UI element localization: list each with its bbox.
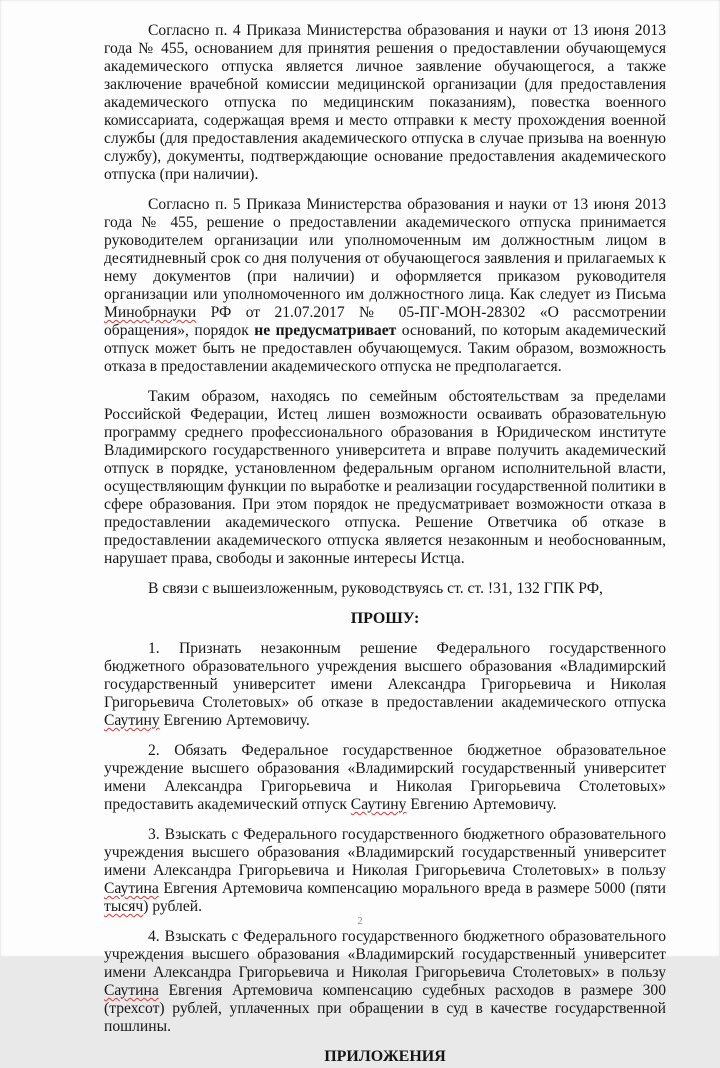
text-run: Таким образом, находясь по семейным обстоятельствам за пределами Российской Федерации, Истец лишен возможности осваивать образовательную программу среднего профессионального образования в Юридическом институте Владимирского государственного университета и вправе получить академический отпуск в порядке, установленном федеральным органом исполнительной власти, осуществляющим функции по выработке и реализации государственной политики в сфере образования. При этом порядок не предусматривает возможности отказа в предоставлении академического отпуска. Решение Ответчика об отказе в предоставлении академического отпуска является незаконным и необоснованным, нарушает права, свободы и законные интересы Истца. [104, 388, 666, 567]
document-body [104, 22, 666, 1068]
text-run: В связи с вышеизложенным, руководствуясь ст. ст. !31, 132 ГПК РФ, [148, 580, 603, 597]
request-item-2 [104, 742, 666, 814]
paragraph-4 [104, 580, 666, 598]
text-run: Согласно п. 4 Приказа Министерства образования и науки от 13 июня 2013 года № 455, основанием для принятия решения о предоставлении обучающемуся академического отпуска является личное заявление обучающегося, а также заключение врачебной комиссии медицинской организации (для предоставления академического отпуска по медицинским показаниям), повестка военного комиссариата, содержащая время и место отправки к месту прохождения военной службы (для предоставления академического отпуска в случае призыва на военную службу), документы, подтверждающие основание предоставления академического отпуска (при наличии). [104, 22, 666, 183]
request-item-1 [104, 640, 666, 730]
page-number: 2 [357, 915, 363, 927]
text-run: Евгения Артемовича компенсацию морального вреда в размере 5000 (пяти [158, 880, 666, 897]
text-run: Евгения Артемовича компенсацию судебных расходов в размере 300 (трехсот) рублей, уплаченных при обращении в суд в качестве государственной пошлины. [104, 982, 666, 1035]
text-run: Евгению Артемовичу. [159, 712, 310, 729]
spellcheck-marked-word: Саутина [104, 880, 159, 897]
paragraph-3 [104, 388, 666, 568]
spellcheck-marked-word: Саутина [104, 982, 159, 999]
request-item-3 [104, 826, 666, 916]
spellcheck-marked-word: Минобрнауки [104, 304, 197, 321]
text-run: ) рублей. [143, 898, 202, 915]
attachments-heading: ПРИЛОЖЕНИЯ [324, 1048, 446, 1065]
emphasis-text: не предусматривает [254, 322, 397, 339]
text-run: 3. Взыскать с Федерального государственного бюджетного образовательного учреждения высшего образования «Владимирский государственный университет имени Александра Григорьевича и Николая Григорьевича Столетовых» в пользу [104, 826, 666, 879]
spellcheck-marked-word: Саутину [350, 796, 407, 813]
paragraph-2 [104, 196, 666, 376]
text-run: 1. Признать незаконным решение Федерального государственного бюджетного образовательного учреждения высшего образования «Владимирский государственный университет имени Александра Григорьевича и Николая Григорьевича Столетовых» об отказе в предоставлении академического отпуска [104, 640, 666, 711]
paragraph-1 [104, 22, 666, 184]
text-run: 4. Взыскать с Федерального государственного бюджетного образовательного учреждения высшего образования «Владимирский государственный университет имени Александра Григорьевича и Николая Григорьевича Столетовых» в пользу [104, 928, 666, 981]
request-heading: ПРОШУ: [350, 610, 420, 627]
spellcheck-marked-word: Саутину [104, 712, 160, 729]
text-run: 2. Обязать Федеральное государственное бюджетное образовательное учреждение высшего образования «Владимирский государственный университет имени Александра Григорьевича и Николая Григорьевича Столетовых» предоставить академический отпуск [104, 742, 666, 813]
text-run: РФ от 21.07.2017 № 05-ПГ-МОН-28302 «О рассмотрении обращения», порядок [104, 304, 666, 339]
request-item-4 [104, 928, 666, 1036]
spellcheck-marked-word: тысяч [104, 898, 144, 915]
text-run: Согласно п. 5 Приказа Министерства образования и науки от 13 июня 2013 года № 455, решение о предоставлении академического отпуска принимается руководителем организации или уполномоченным им должностным лицом в десятидневный срок со дня получения от обучающегося заявления и прилагаемых к нему документов (при наличии) и оформляется приказом руководителя организации или уполномоченного им должностного лица. Как следует из Письма [104, 196, 666, 303]
text-run: Евгению Артемовичу. [406, 796, 557, 813]
text-run: оснований, по которым академический отпуск может быть не предоставлен обучающемуся. Таким образом, возможность отказа в предоставлении академического отпуска не предполагается. [104, 322, 666, 375]
